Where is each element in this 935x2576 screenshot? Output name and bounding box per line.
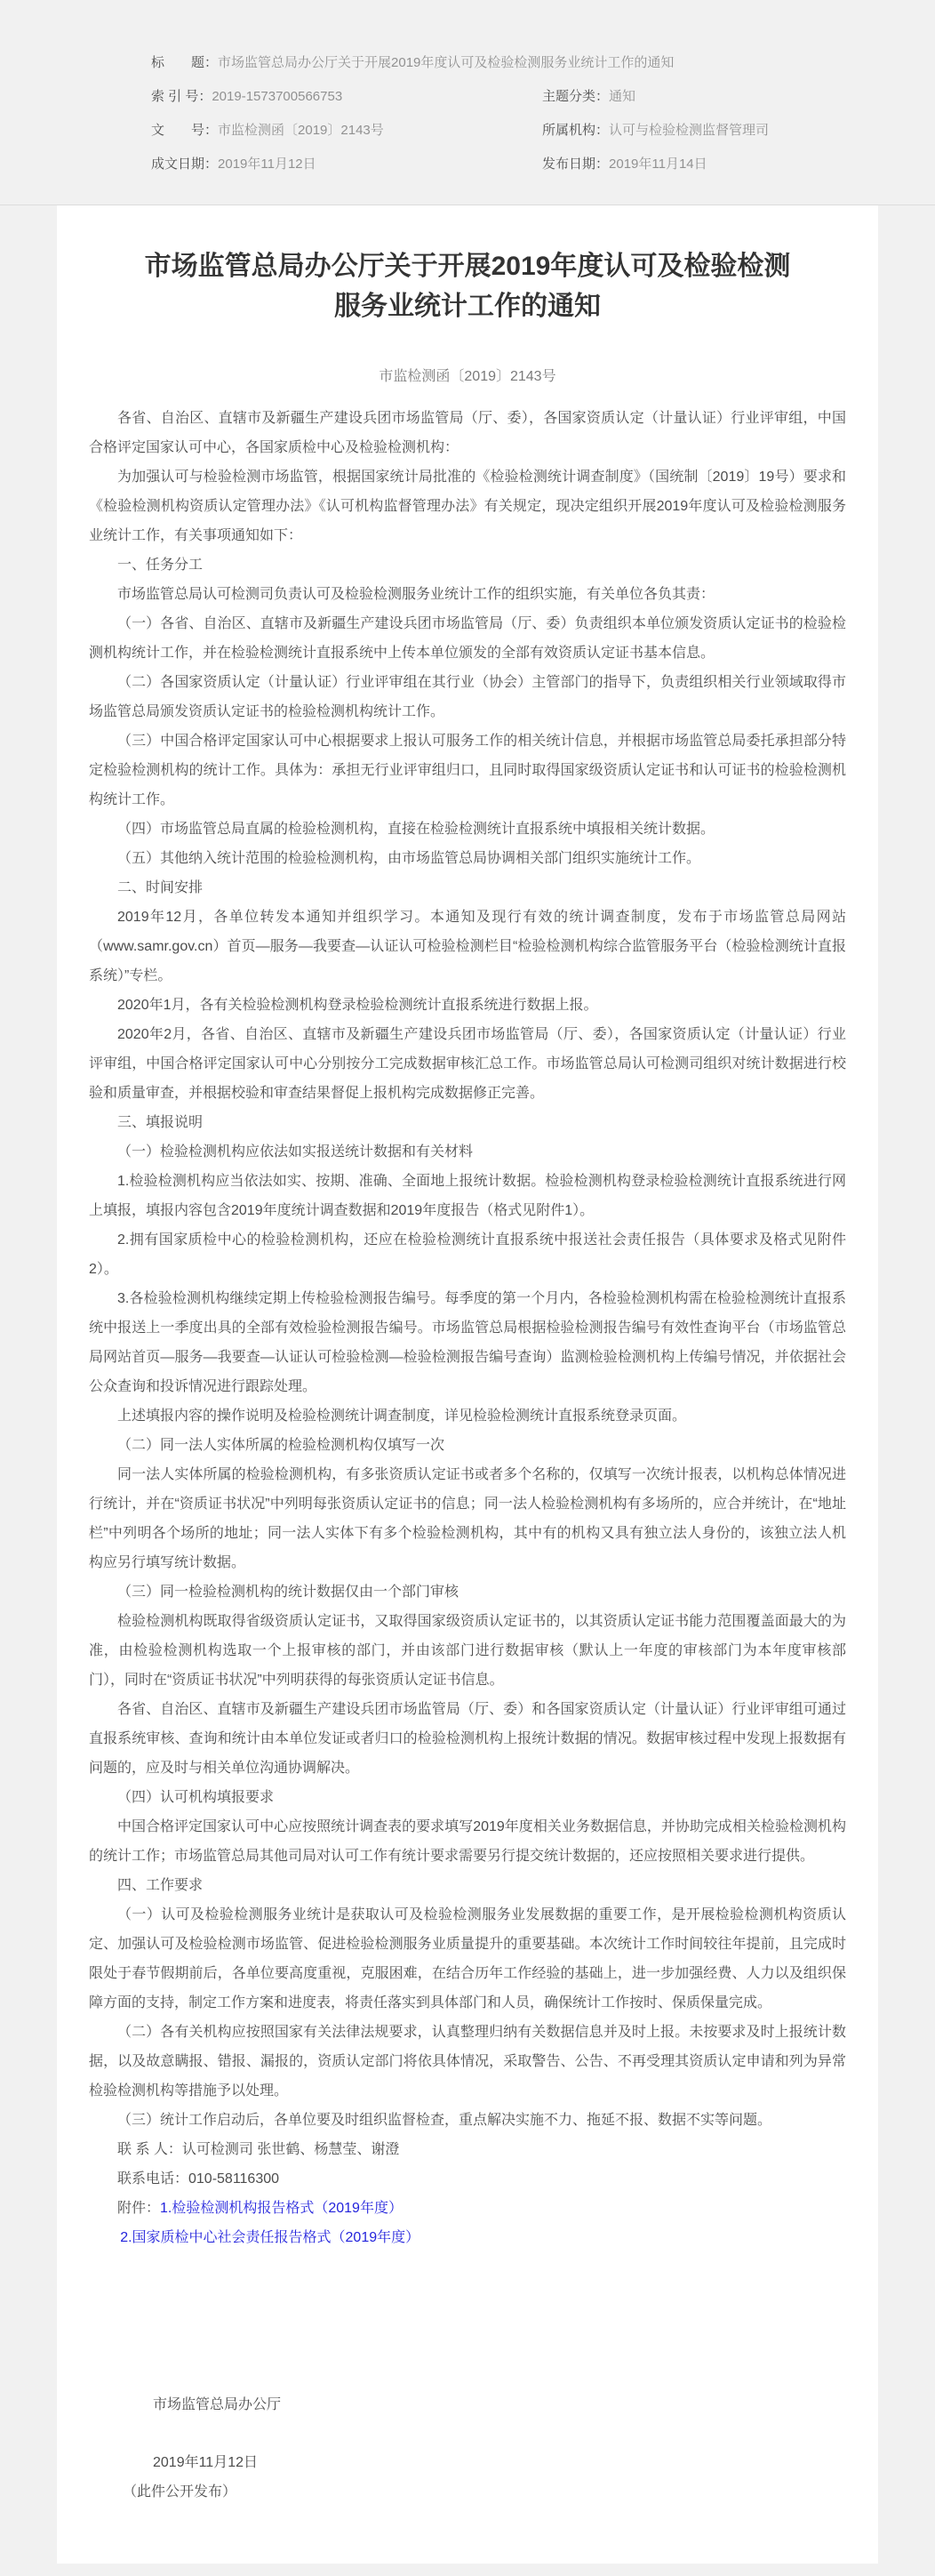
meta-row [151,46,899,80]
meta-title-value: 市场监管总局办公厅关于开展2019年度认可及检验检测服务业统计工作的通知 [218,55,675,70]
body-paragraph: （一）各省、自治区、直辖市及新疆生产建设兵团市场监管局（厅、委）负责组织本单位颁发资质认定证书的检验检测机构统计工作，并在检验检测统计直报系统中上传本单位颁发的全部有效资质认定证书基本信息。 [89,616,846,661]
section-heading: 三、填报说明 [117,1115,204,1130]
meta-category-label: 主题分类： [542,89,610,104]
body-paragraph: （三）统计工作启动后，各单位要及时组织监督检查，重点解决实施不力、拖延不报、数据不实等问题。 [117,2113,772,2128]
signature-org: 市场监管总局办公厅 [153,2397,282,2412]
signature-date: 2019年11月12日 [153,2455,259,2470]
body-paragraph: （二）各有关机构应按照国家有关法律法规要求，认真整理归纳有关数据信息并及时上报。未按要求及时上报统计数据，以及故意瞒报、错报、漏报的，资质认定部门将依具体情况，采取警告、公告、不再受理其资质认定申请和列为异常检验检测机构等措施予以处理。 [89,2025,846,2099]
attachments-line [89,2223,846,2252]
meta-docnum-field [151,114,542,148]
body-paragraph: 上述填报内容的操作说明及检验检测统计调查制度，详见检验检测统计直报系统登录页面。 [117,1408,687,1424]
meta-publish-date-field [542,148,707,181]
meta-row [151,80,899,114]
meta-index-field [151,80,542,114]
meta-title-field [151,46,674,80]
meta-org-label: 所属机构： [542,123,610,138]
attachments-line [89,2194,846,2223]
body-paragraph: 为加强认可与检验检测市场监管，根据国家统计局批准的《检验检测统计调查制度》（国统制〔2019〕19号）要求和《检验检测机构资质认定管理办法》《认可机构监督管理办法》有关规定，现决定组织开展2019年度认可及检验检测服务业统计工作，有关事项通知如下： [89,469,846,543]
body-paragraph: 各省、自治区、直辖市及新疆生产建设兵团市场监管局（厅、委）和各国家资质认定（计量认证）行业评审组可通过直报系统审核、查询和统计由本单位发证或者归口的检验检测机构上报统计数据的情况。数据审核过程中发现上报数据有问题的，应及时与相关单位沟通协调解决。 [89,1702,846,1776]
body-paragraph: 2020年1月，各有关检验检测机构登录检验检测统计直报系统进行数据上报。 [117,998,598,1013]
subsection-heading: （一）检验检测机构应依法如实报送统计数据和有关材料 [117,1144,474,1160]
document-title-line-1: 市场监管总局办公厅关于开展2019年度认可及检验检测 [144,252,791,281]
document-number: 市监检测函〔2019〕2143号 [379,369,556,384]
section-heading: 一、任务分工 [117,558,204,573]
body-paragraph: 2019年12月，各单位转发本通知并组织学习。本通知及现行有效的统计调查制度，发布于市场监管总局网站（www.samr.gov.cn）首页—服务—我要查—认证认可检验检测栏目“检验检测机构综合监管服务平台（检验检测统计直报系统）”专栏。 [89,910,846,983]
contact-phone: 联系电话：010-58116300 [117,2171,280,2187]
meta-title-label: 标 题： [151,55,219,70]
meta-written-date-field [151,148,542,181]
meta-org-value: 认可与检验检测监督管理司 [609,123,770,138]
body-paragraph: （三）中国合格评定国家认可中心根据要求上报认可服务工作的相关统计信息，并根据市场监管总局委托承担部分特定检验检测机构的统计工作。具体为：承担无行业评审组归口，且同时取得国家级资质认定证书和认可证书的检验检测机构统计工作。 [89,734,846,807]
meta-org-field [542,114,769,148]
body-paragraph: （五）其他纳入统计范围的检验检测机构，由市场监管总局协调相关部门组织实施统计工作。 [117,851,701,866]
meta-docnum-label: 文 号： [151,123,219,138]
attachment-link-1[interactable]: 1.检验检测机构报告格式（2019年度） [160,2201,403,2216]
attachments-label: 附件： [117,2201,161,2216]
body-paragraph: 中国合格评定国家认可中心应按照统计调查表的要求填写2019年度相关业务数据信息，并协助完成相关检验检测机构的统计工作；市场监管总局其他司局对认可工作有统计要求需要另行提交统计数据的，还应按照相关要求进行提供。 [89,1819,846,1864]
meta-row [151,148,899,181]
document-title [89,246,846,326]
signature-block [89,2390,846,2507]
section-heading: 四、工作要求 [117,1878,204,1893]
meta-category-field [542,80,635,114]
contact-person: 联 系 人：认可检测司 张世鹤、杨慧莹、谢澄 [117,2142,400,2157]
subsection-heading: （三）同一检验检测机构的统计数据仅由一个部门审核 [117,1585,460,1600]
document-meta-panel [0,0,935,205]
body-paragraph: 检验检测机构既取得省级资质认定证书，又取得国家级资质认定证书的，以其资质认定证书能力范围覆盖面最大的为准，由检验检测机构选取一个上报审核的部门，并由该部门进行数据审核（默认上一年度的审核部门为本年度审核部门），同时在“资质证书状况”中列明获得的每张资质认定证书信息。 [89,1614,846,1688]
body-paragraph: （四）市场监管总局直属的检验检测机构，直接在检验检测统计直报系统中填报相关统计数据。 [117,822,715,837]
body-paragraph: 1.检验检测机构应当依法如实、按期、准确、全面地上报统计数据。检验检测机构登录检验检测统计直报系统进行网上填报，填报内容包含2019年度统计调查数据和2019年度报告（格式见附件1）。 [89,1174,846,1218]
publish-note: （此件公开发布） [123,2484,237,2500]
body-paragraph: 3.各检验检测机构继续定期上传检验检测报告编号。每季度的第一个月内，各检验检测机构需在检验检测统计直报系统中报送上一季度出具的全部有效检验检测报告编号。市场监管总局根据检验检测报告编号有效性查询平台（市场监管总局网站首页—服务—我要查—认证认可检验检测—检验检测报告编号查询）监测检验检测机构上传编号情况，并依据社会公众查询和投诉情况进行跟踪处理。 [89,1291,846,1394]
meta-row [151,114,899,148]
document-title-line-2: 服务业统计工作的通知 [334,292,601,321]
body-paragraph: 市场监管总局认可检测司负责认可及检验检测服务业统计工作的组织实施，有关单位各负其责： [117,587,715,602]
body-paragraph: 2020年2月，各省、自治区、直辖市及新疆生产建设兵团市场监管局（厅、委），各国家资质认定（计量认证）行业评审组，中国合格评定国家认可中心分别按分工完成数据审核汇总工作。市场监管总局认可检测司组织对统计数据进行校验和质量审查，并根据校验和审查结果督促上报机构完成数据修正完善。 [89,1027,846,1101]
subsection-heading: （四）认可机构填报要求 [117,1790,275,1805]
meta-index-value: 2019-1573700566753 [212,89,343,104]
body-paragraph: （二）各国家资质认定（计量认证）行业评审组在其行业（协会）主管部门的指导下，负责组织相关行业领域取得市场监管总局颁发资质认定证书的检验检测机构统计工作。 [89,675,846,719]
body-paragraph: （一）认可及检验检测服务业统计是获取认可及检验检测服务业发展数据的重要工作，是开展检验检测机构资质认定、加强认可及检验检测市场监管、促进检验检测服务业质量提升的重要基础。本次统计工作时间较往年提前，且完成时限处于春节假期前后，各单位要高度重视，克服困难，在结合历年工作经验的基础上，进一步加强经费、人力以及组织保障方面的支持，制定工作方案和进度表，将责任落实到具体部门和人员，确保统计工作按时、保质保量完成。 [89,1907,846,2010]
section-heading: 二、时间安排 [117,880,204,895]
meta-index-label: 索 引 号： [151,89,212,104]
attachment-link-2[interactable]: 2.国家质检中心社会责任报告格式（2019年度） [120,2230,420,2245]
body-paragraph: 各省、自治区、直辖市及新疆生产建设兵团市场监管局（厅、委），各国家资质认定（计量认证）行业评审组，中国合格评定国家认可中心，各国家质检中心及检验检测机构： [89,411,846,455]
meta-publish-date-label: 发布日期： [542,156,610,172]
body-paragraph: 同一法人实体所属的检验检测机构，有多张资质认定证书或者多个名称的，仅填写一次统计报表，以机构总体情况进行统计，并在“资质证书状况”中列明每张资质认定证书的信息；同一法人检验检测机构有多场所的，应合并统计，在“地址栏”中列明各个场所的地址；同一法人实体下有多个检验检测机构，其中有的机构又具有独立法人身份的，该独立法人机构应另行填写统计数据。 [89,1467,846,1570]
meta-docnum-value: 市监检测函〔2019〕2143号 [218,123,384,138]
meta-publish-date-value: 2019年11月14日 [609,156,707,172]
meta-written-date-value: 2019年11月12日 [218,156,316,172]
meta-written-date-label: 成文日期： [151,156,219,172]
body-paragraph: 2.拥有国家质检中心的检验检测机构，还应在检验检测统计直报系统中报送社会责任报告（具体要求及格式见附件2）。 [89,1232,846,1277]
subsection-heading: （二）同一法人实体所属的检验检测机构仅填写一次 [117,1438,445,1453]
meta-category-value: 通知 [609,89,636,104]
document-body-card [57,205,878,2564]
